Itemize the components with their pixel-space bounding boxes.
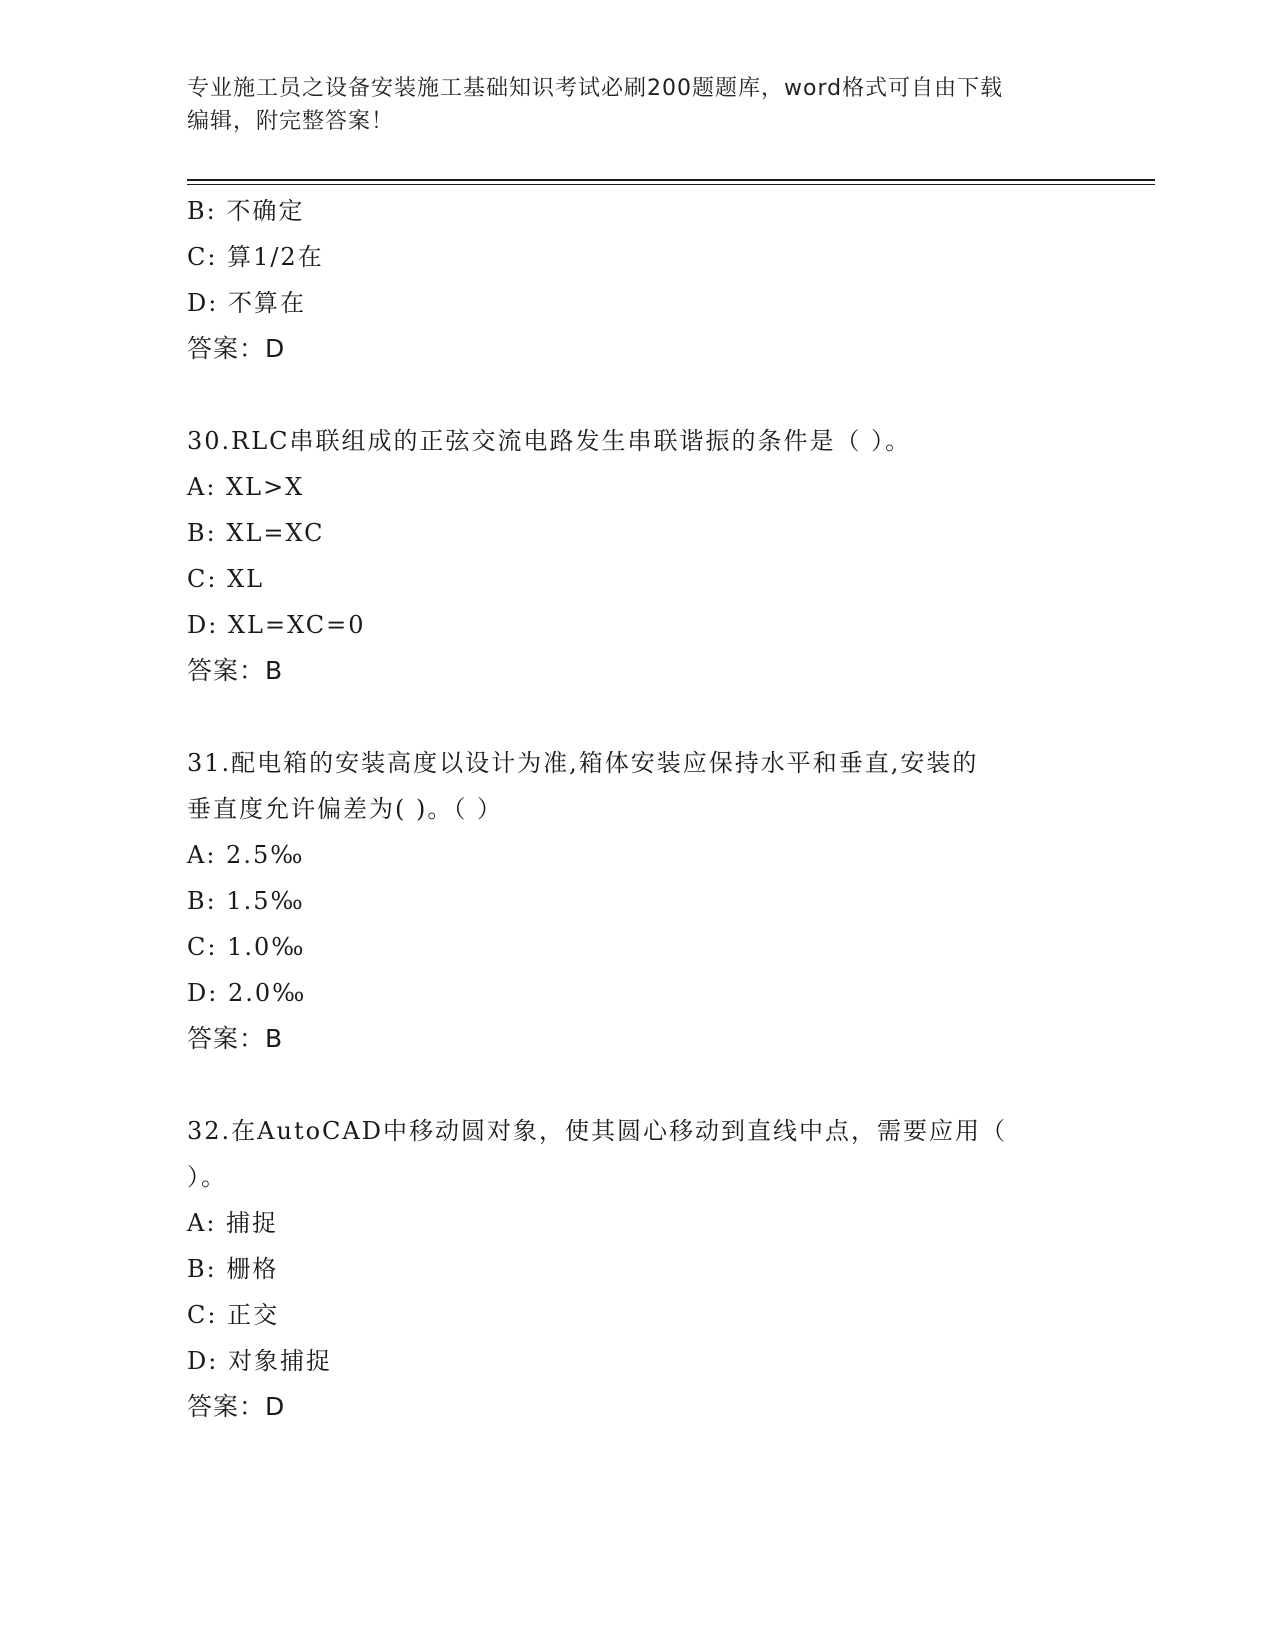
option-b: B: 栅格 bbox=[187, 1255, 279, 1283]
option-b: B: 不确定 bbox=[187, 197, 305, 225]
spacer bbox=[187, 1062, 1087, 1108]
option-a: A: XL>X bbox=[187, 473, 305, 501]
question-30 bbox=[187, 418, 1087, 694]
answer-line: 答案：D bbox=[187, 1392, 286, 1421]
question-stem: 32.在AutoCAD中移动圆对象，使其圆心移动到直线中点，需要应用（ bbox=[187, 1117, 1007, 1145]
header-title-line-2: 编辑，附完整答案！ bbox=[187, 109, 395, 134]
document-body bbox=[187, 188, 1087, 1430]
header-divider-thick bbox=[187, 179, 1155, 181]
document-header bbox=[187, 72, 1067, 138]
option-c: C: XL bbox=[187, 565, 265, 593]
question-31 bbox=[187, 740, 1087, 1062]
answer-line: 答案：D bbox=[187, 334, 286, 363]
option-d: D: XL=XC=0 bbox=[187, 611, 366, 639]
option-b: B: 1.5‰ bbox=[187, 887, 305, 915]
question-stem-continued: ）。 bbox=[187, 1163, 227, 1191]
option-d: D: 2.0‰ bbox=[187, 979, 307, 1007]
option-d: D: 不算在 bbox=[187, 289, 306, 317]
question-32 bbox=[187, 1108, 1087, 1430]
spacer bbox=[187, 694, 1087, 740]
option-a: A: 捕捉 bbox=[187, 1209, 279, 1237]
option-c: C: 正交 bbox=[187, 1301, 280, 1329]
question-stem-continued: 垂直度允许偏差为( )。（ ） bbox=[187, 795, 503, 823]
option-b: B: XL=XC bbox=[187, 519, 325, 547]
option-c: C: 1.0‰ bbox=[187, 933, 306, 961]
header-divider-thin bbox=[187, 184, 1155, 185]
option-d: D: 对象捕捉 bbox=[187, 1347, 332, 1375]
answer-line: 答案：B bbox=[187, 656, 284, 685]
header-title-line-1: 专业施工员之设备安装施工基础知识考试必刷200题题库，word格式可自由下载 bbox=[187, 76, 1004, 101]
option-a: A: 2.5‰ bbox=[187, 841, 305, 869]
answer-line: 答案：B bbox=[187, 1024, 284, 1053]
question-carryover bbox=[187, 188, 1087, 372]
option-c: C: 算1/2在 bbox=[187, 243, 324, 271]
question-stem: 30.RLC串联组成的正弦交流电路发生串联谐振的条件是（ ）。 bbox=[187, 427, 912, 455]
spacer bbox=[187, 372, 1087, 418]
question-stem: 31.配电箱的安装高度以设计为准,箱体安装应保持水平和垂直,安装的 bbox=[187, 749, 979, 777]
